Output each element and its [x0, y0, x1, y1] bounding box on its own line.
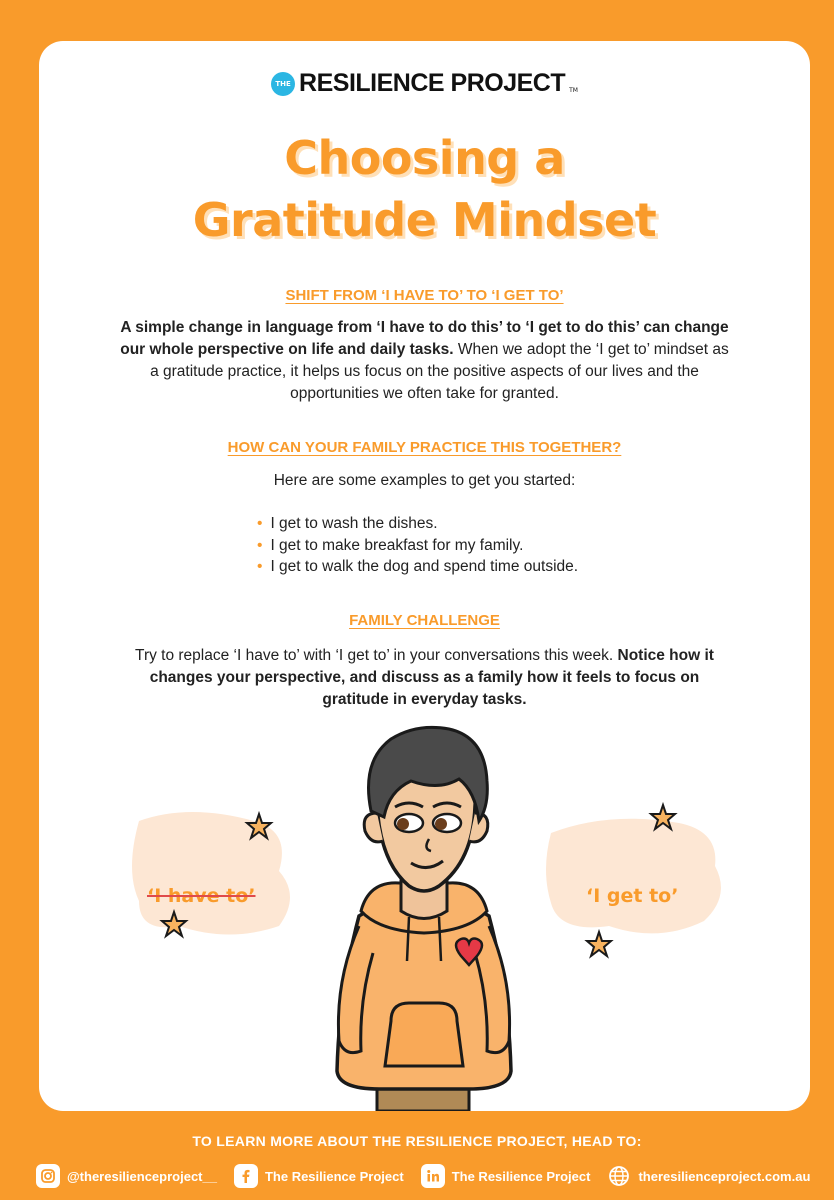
challenge-text: Try to replace ‘I have to’ with ‘I get to’ in your conversations this week. [135, 647, 614, 664]
list-item: • I get to wash the dishes. [257, 513, 578, 535]
title-line-1: Choosing a [284, 131, 565, 185]
list-item: • I get to make breakfast for my family. [257, 535, 578, 557]
practice-intro: Here are some examples to get you started: [273, 472, 576, 489]
pocket [385, 1003, 463, 1066]
content-card [39, 41, 810, 1111]
shift-bold-text: A simple change in language from ‘I have to do this’ to ‘I get to do this’ can change our whole perspective on life and daily tasks. [120, 319, 729, 358]
left-blob [132, 812, 290, 935]
page-title [39, 127, 810, 251]
instagram-handle: @theresilienceproject__ [67, 1168, 217, 1184]
section-heading-practice: HOW CAN YOUR FAMILY PRACTICE THIS TOGETHER? [227, 439, 622, 456]
footer-linkedin[interactable] [421, 1164, 591, 1188]
section-paragraph-challenge [119, 645, 730, 711]
footer-instagram[interactable] [36, 1164, 217, 1188]
section-heading-shift: SHIFT FROM ‘I HAVE TO’ TO ‘I GET TO’ [285, 287, 564, 304]
facebook-name: The Resilience Project [264, 1168, 404, 1184]
boy-illustration [39, 721, 810, 1111]
shift-text: When we adopt the ‘I get to’ mindset as a gratitude practice, it helps us focus on the positive aspects of our lives and the opportunities we often take for granted. [150, 341, 729, 402]
globe-icon [607, 1164, 631, 1188]
footer-links [36, 1164, 827, 1188]
logo-name: RESILIENCE PROJECT [299, 69, 566, 97]
section-paragraph-shift [119, 317, 730, 405]
logo-badge: THE [271, 72, 295, 96]
title-line-2: Gratitude Mindset [192, 193, 657, 247]
linkedin-name: The Resilience Project [451, 1168, 591, 1184]
right-blob [546, 819, 721, 934]
footer-title: TO LEARN MORE ABOUT THE RESILIENCE PROJECT, HEAD TO: [192, 1133, 642, 1149]
website-url: theresilienceproject.com.au [638, 1168, 811, 1184]
examples-list [257, 513, 578, 578]
section-heading-challenge: FAMILY CHALLENGE [349, 612, 500, 629]
challenge-bold-text: Notice how it changes your perspective, and discuss as a family how it feels to focus on gratitude in everyday tasks. [149, 647, 714, 708]
list-item: • I get to walk the dog and spend time outside. [257, 556, 578, 578]
instagram-icon [36, 1164, 60, 1188]
facebook-icon [234, 1164, 258, 1188]
footer-facebook[interactable] [234, 1164, 404, 1188]
i-have-to-word: ‘I have to’ [147, 885, 256, 907]
footer-website[interactable] [607, 1164, 810, 1188]
linkedin-icon [421, 1164, 445, 1188]
i-get-to-word: ‘I get to’ [586, 885, 679, 907]
logo [39, 69, 810, 98]
logo-trademark: TM [569, 87, 578, 94]
